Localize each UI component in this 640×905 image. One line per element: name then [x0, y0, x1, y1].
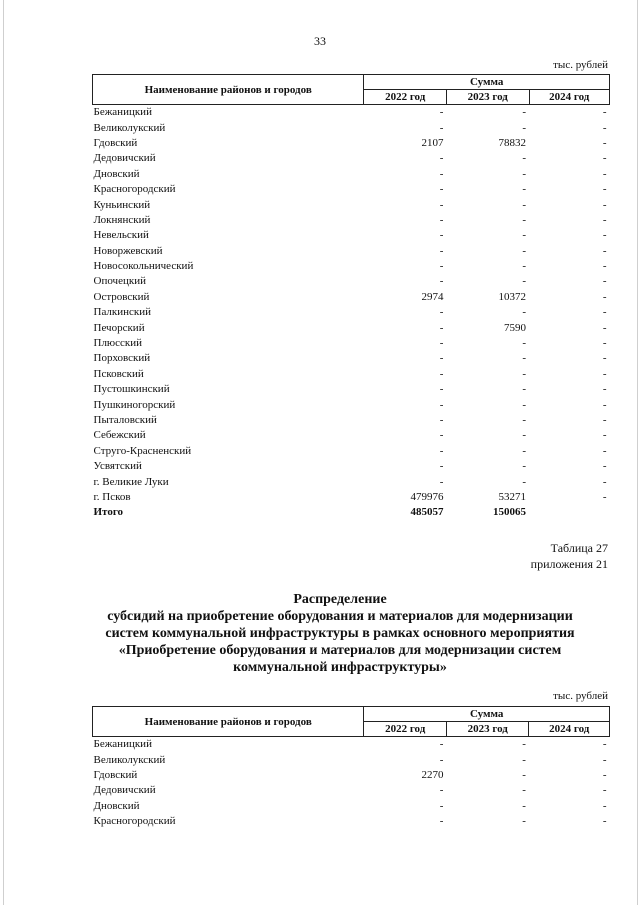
- value-2023: 7590: [504, 321, 527, 334]
- district-name: Бежаницкий: [93, 738, 152, 751]
- table2-header-2022: 2022 год: [364, 722, 447, 737]
- district-name: Дновский: [93, 167, 140, 180]
- district-name: Себежский: [93, 429, 146, 442]
- table-row: [93, 752, 610, 767]
- value-2024: -: [602, 244, 607, 257]
- value-2023: -: [522, 753, 526, 766]
- table-row: [93, 336, 610, 351]
- value-2024: -: [602, 106, 607, 119]
- value-2024: -: [602, 475, 607, 488]
- table-row: [93, 197, 610, 212]
- value-2024: -: [602, 444, 607, 457]
- value-2024: -: [602, 768, 607, 781]
- value-2022: -: [439, 352, 444, 365]
- value-2024: -: [602, 383, 607, 396]
- value-2024: -: [602, 152, 607, 165]
- district-name: Куньинский: [93, 198, 151, 211]
- table1-header-2022: 2022 год: [364, 90, 447, 105]
- value-2023: -: [522, 167, 527, 180]
- value-2022: -: [439, 321, 444, 334]
- value-2022: -: [439, 367, 444, 380]
- value-2023: -: [522, 815, 526, 828]
- table1-body: [93, 105, 610, 521]
- section-title-line-5: коммунальной инфраструктуры»: [233, 660, 447, 675]
- table-row: [93, 151, 610, 166]
- table-row: [93, 444, 610, 459]
- table-row: [93, 305, 610, 320]
- value-2022: -: [439, 260, 444, 273]
- value-2023: -: [522, 398, 527, 411]
- value-2023: -: [522, 306, 527, 319]
- table-row: [93, 351, 610, 366]
- value-2024: -: [602, 367, 607, 380]
- table2-body: [93, 737, 610, 830]
- district-name: Гдовский: [93, 768, 138, 781]
- table-row: [93, 290, 610, 305]
- district-name: Пушкиногорский: [93, 398, 176, 411]
- value-2024: -: [602, 398, 607, 411]
- district-name: Новосокольнический: [93, 260, 194, 273]
- value-2022: -: [439, 275, 444, 288]
- table-row: [93, 167, 610, 182]
- table1-header-2024: 2024 год: [529, 90, 609, 105]
- district-name: Дедовичский: [93, 152, 156, 165]
- value-2023: -: [522, 367, 527, 380]
- district-name: Пыталовский: [93, 414, 157, 426]
- value-2024: -: [602, 198, 607, 211]
- value-2024: -: [602, 738, 607, 751]
- table1-total-2023: 150065: [493, 506, 527, 519]
- table-row: [93, 799, 610, 814]
- value-2023: -: [522, 121, 527, 134]
- value-2023: -: [522, 352, 527, 365]
- district-name: Плюсский: [93, 337, 143, 350]
- section-title-line-4: «Приобретение оборудования и материалов для модернизации систем: [118, 643, 562, 658]
- table-row: [93, 459, 610, 474]
- value-2022: -: [439, 444, 444, 457]
- table-row: [93, 105, 610, 121]
- value-2024: -: [602, 275, 607, 288]
- value-2022: -: [439, 337, 444, 350]
- district-name: Бежаницкий: [93, 106, 152, 119]
- district-name: Невельский: [93, 229, 149, 242]
- value-2024: -: [602, 121, 607, 134]
- section-title-line-3: систем коммунальной инфраструктуры в рамках основного мероприятия: [105, 626, 575, 641]
- value-2023: -: [522, 383, 527, 396]
- district-name: Великолукский: [93, 121, 166, 134]
- table-row: [93, 428, 610, 443]
- district-name: Струго-Красненский: [93, 444, 192, 457]
- table-row: [93, 768, 610, 783]
- page-left-edge: [3, 0, 4, 905]
- value-2023: -: [522, 444, 527, 457]
- value-2023: -: [522, 213, 527, 226]
- district-name: г. Великие Луки: [93, 475, 169, 488]
- value-2023: -: [522, 475, 527, 488]
- district-name: Дновский: [93, 799, 140, 812]
- table-row: [93, 244, 610, 259]
- district-name: Островский: [93, 290, 150, 303]
- value-2022: -: [439, 414, 444, 426]
- section-title-line-1: Распределение: [293, 592, 387, 607]
- value-2022: -: [439, 306, 444, 319]
- page-number: 33: [314, 34, 326, 48]
- district-name: Печорский: [93, 321, 145, 334]
- table-row: [93, 783, 610, 798]
- table1-units: тыс. рублей: [553, 59, 608, 71]
- table2-header-2023: 2023 год: [446, 722, 529, 737]
- section-title-line-2: субсидий на приобретение оборудования и материалов для модернизации: [107, 609, 573, 624]
- page-right-edge: [637, 0, 638, 905]
- value-2023: -: [522, 275, 527, 288]
- table1-header-2023: 2023 год: [446, 90, 529, 105]
- district-name: Локнянский: [93, 213, 151, 226]
- value-2022: -: [439, 475, 444, 488]
- value-2022: -: [439, 244, 444, 257]
- value-2023: 78832: [498, 136, 527, 149]
- value-2022: -: [439, 429, 444, 442]
- table-row: [93, 490, 610, 505]
- table-row: [93, 213, 610, 228]
- value-2022: 2974: [421, 290, 444, 303]
- table-row: [93, 474, 610, 489]
- district-name: Псковский: [93, 367, 144, 380]
- table-row: [93, 382, 610, 397]
- table-row: [93, 737, 610, 753]
- value-2023: -: [522, 738, 526, 751]
- value-2023: 10372: [498, 290, 527, 303]
- value-2022: 2107: [421, 136, 444, 149]
- district-name: Палкинский: [93, 306, 152, 319]
- value-2023: -: [522, 768, 526, 781]
- table2: [92, 706, 610, 829]
- district-name: Порховский: [93, 352, 151, 365]
- table-row: [93, 413, 610, 428]
- table-row: [93, 367, 610, 382]
- value-2023: -: [522, 244, 527, 257]
- table1-total-label: Итого: [93, 506, 124, 519]
- value-2024: -: [602, 167, 607, 180]
- table-row: [93, 320, 610, 335]
- table-row: [93, 228, 610, 243]
- value-2023: -: [522, 260, 527, 273]
- table-reference-number: Таблица 27: [550, 541, 608, 555]
- value-2022: -: [439, 460, 444, 473]
- district-name: Дедовичский: [93, 784, 156, 797]
- value-2024: -: [602, 306, 607, 319]
- district-name: Пустошкинский: [93, 383, 170, 396]
- value-2022: -: [439, 784, 444, 797]
- table-reference: [531, 540, 608, 572]
- value-2024: -: [602, 490, 607, 503]
- value-2022: -: [439, 183, 444, 196]
- value-2024: -: [602, 337, 607, 350]
- table-row: [93, 182, 610, 197]
- value-2023: -: [522, 183, 527, 196]
- district-name: Красногородский: [93, 183, 176, 196]
- value-2022: 2270: [421, 768, 444, 781]
- value-2024: -: [602, 229, 607, 242]
- value-2022: -: [439, 738, 444, 751]
- value-2024: -: [602, 213, 607, 226]
- value-2022: -: [439, 213, 444, 226]
- value-2023: -: [522, 784, 526, 797]
- value-2024: -: [602, 136, 607, 149]
- value-2024: -: [602, 753, 607, 766]
- district-name: Красногородский: [93, 815, 176, 828]
- table-row: [93, 274, 610, 289]
- value-2022: -: [439, 799, 444, 812]
- district-name: Великолукский: [93, 753, 166, 766]
- table-reference-appendix: приложения 21: [530, 557, 608, 571]
- district-name: Усвятский: [93, 460, 142, 473]
- value-2023: -: [522, 229, 527, 242]
- value-2022: -: [439, 167, 444, 180]
- value-2024: -: [602, 183, 607, 196]
- value-2022: -: [439, 383, 444, 396]
- value-2024: -: [602, 321, 607, 334]
- value-2022: 479976: [410, 490, 444, 503]
- section-title: [60, 591, 620, 676]
- table2-header-name: Наименование районов и городов: [93, 707, 364, 737]
- value-2022: -: [439, 198, 444, 211]
- district-name: Гдовский: [93, 136, 138, 149]
- district-name: Новоржевский: [93, 244, 163, 257]
- table1-header-name: Наименование районов и городов: [93, 75, 364, 105]
- value-2024: -: [602, 290, 607, 303]
- value-2022: -: [439, 106, 444, 119]
- district-name: г. Псков: [93, 490, 131, 503]
- value-2023: -: [522, 799, 526, 812]
- value-2023: -: [522, 429, 527, 442]
- value-2023: -: [522, 337, 527, 350]
- table1-header-sum: Сумма: [364, 75, 610, 90]
- table1-total-row: [93, 505, 610, 520]
- table1: [92, 74, 610, 521]
- value-2022: -: [439, 815, 444, 828]
- table2-units: тыс. рублей: [553, 690, 608, 702]
- value-2024: -: [602, 352, 607, 365]
- value-2024: -: [602, 815, 607, 828]
- value-2024: -: [602, 784, 607, 797]
- value-2022: -: [439, 121, 444, 134]
- table-row: [93, 814, 610, 829]
- table-row: [93, 259, 610, 274]
- value-2024: -: [602, 414, 607, 426]
- value-2023: -: [522, 414, 527, 426]
- value-2023: 53271: [498, 490, 527, 503]
- value-2022: -: [439, 152, 444, 165]
- table1-total-2022: 485057: [410, 506, 444, 519]
- value-2022: -: [439, 753, 444, 766]
- value-2023: -: [522, 198, 527, 211]
- value-2022: -: [439, 398, 444, 411]
- value-2022: -: [439, 229, 444, 242]
- value-2023: -: [522, 460, 527, 473]
- value-2024: -: [602, 799, 607, 812]
- table-row: [93, 397, 610, 412]
- table2-header-sum: Сумма: [364, 707, 610, 722]
- value-2023: -: [522, 152, 527, 165]
- district-name: Опочецкий: [93, 275, 146, 288]
- value-2024: -: [602, 429, 607, 442]
- value-2024: -: [602, 260, 607, 273]
- table-row: [93, 120, 610, 135]
- table-row: [93, 136, 610, 151]
- table2-header-2024: 2024 год: [529, 722, 610, 737]
- value-2023: -: [522, 106, 527, 119]
- value-2024: -: [602, 460, 607, 473]
